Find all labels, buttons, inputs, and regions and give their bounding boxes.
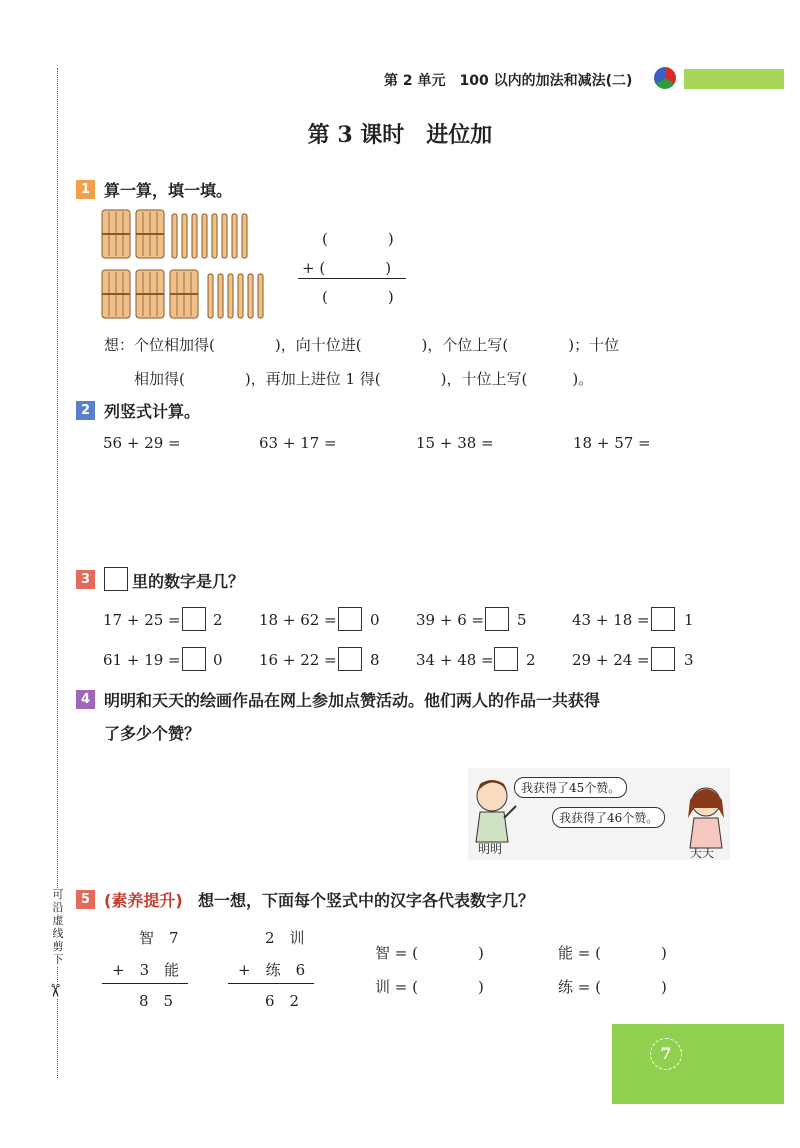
q5-v1-top: 智 7 <box>139 929 179 947</box>
q2-item-3: 15 + 38 = <box>416 434 494 452</box>
q5-v1-bot: 8 5 <box>139 992 174 1010</box>
q2-number: 2 <box>76 401 95 420</box>
q3-digit: 8 <box>370 651 380 669</box>
name-mingming: 明明 <box>478 842 503 856</box>
counting-sticks-illustration <box>100 208 278 320</box>
cut-hint: 可沿虚线剪下 <box>52 888 64 966</box>
q3-digit: 1 <box>684 611 694 629</box>
q3-digit: 5 <box>517 611 527 629</box>
q3-digit: 2 <box>213 611 223 629</box>
q4-number: 4 <box>76 690 95 709</box>
q1-think-line2: 相加得( )，再加上进位 1 得( )，十位上写( )。 <box>134 370 594 388</box>
q3-title-box <box>104 567 128 591</box>
header-green-bar <box>684 69 784 89</box>
q5-v1-line <box>102 983 188 984</box>
q2-item-1: 56 + 29 = <box>103 434 181 452</box>
unit-header: 第 2 单元 100 以内的加法和减法(二) <box>384 73 633 89</box>
q2-item-2: 63 + 17 = <box>259 434 337 452</box>
q3-answer-box[interactable] <box>338 647 362 671</box>
q3-answer-box[interactable] <box>494 647 518 671</box>
q3-eq-3: 39 + 6 = <box>416 611 485 629</box>
q4-illustration <box>468 768 730 860</box>
q1-vert-top: ( ) <box>322 230 394 248</box>
q3-answer-box[interactable] <box>182 607 206 631</box>
q3-text: 里的数字是几？ <box>132 572 245 591</box>
q3-answer-box[interactable] <box>485 607 509 631</box>
q4-text-line1: 明明和天天的绘画作品在网上参加点赞活动。他们两人的作品一共获得 <box>104 691 601 710</box>
q3-digit: 0 <box>370 611 380 629</box>
q3-answer-box[interactable] <box>651 607 675 631</box>
q2-text: 列竖式计算。 <box>104 402 201 421</box>
q3-digit: 2 <box>526 651 536 669</box>
q5-v2-mid: + 练 6 <box>238 961 306 979</box>
q5-v1-mid: + 3 能 <box>112 961 180 979</box>
page-number-block <box>612 1024 784 1104</box>
q3-eq-1: 17 + 25 = <box>103 611 181 629</box>
q3-number: 3 <box>76 570 95 589</box>
q3-answer-box[interactable] <box>182 647 206 671</box>
q5-answer-lian: 练 = ( ) <box>558 978 667 996</box>
bubble-mingming: 我获得了45个赞。 <box>514 777 627 798</box>
q5-v2-line <box>228 983 314 984</box>
q3-answer-box[interactable] <box>651 647 675 671</box>
q3-eq-4: 43 + 18 = <box>572 611 650 629</box>
q5-answer-xun: 训 = ( ) <box>375 978 484 996</box>
q3-digit: 3 <box>684 651 694 669</box>
scissors-icon: ✂ <box>44 982 66 999</box>
q3-eq-5: 61 + 19 = <box>103 651 181 669</box>
q3-eq-6: 16 + 22 = <box>259 651 337 669</box>
q5-answer-neng: 能 = ( ) <box>558 944 667 962</box>
q5-tag: (素养提升) <box>104 891 183 910</box>
q1-think-line1: 想：个位相加得( )，向十位进( )，个位上写( )；十位 <box>104 336 620 354</box>
color-ball-icon <box>654 67 676 89</box>
q5-answer-zhi: 智 = ( ) <box>375 944 484 962</box>
q2-item-4: 18 + 57 = <box>573 434 651 452</box>
q1-vert-bot: ( ) <box>322 288 394 306</box>
q3-eq-7: 34 + 48 = <box>416 651 494 669</box>
page-title: 第 3 课时 进位加 <box>307 122 493 148</box>
q3-answer-box[interactable] <box>338 607 362 631</box>
q5-v2-top: 2 训 <box>265 929 305 947</box>
q3-eq-2: 18 + 62 = <box>259 611 337 629</box>
q3-eq-8: 29 + 24 = <box>572 651 650 669</box>
q5-number: 5 <box>76 890 95 909</box>
q1-vert-mid: + ( ) <box>302 259 392 277</box>
q3-digit: 0 <box>213 651 223 669</box>
q5-v2-bot: 6 2 <box>265 992 300 1010</box>
q1-text: 算一算，填一填。 <box>104 181 233 200</box>
name-tiantian: 天天 <box>690 846 715 860</box>
q1-number: 1 <box>76 180 95 199</box>
q5-text: 想一想，下面每个竖式中的汉字各代表数字几？ <box>198 891 535 910</box>
q4-text-line2: 了多少个赞？ <box>104 724 201 743</box>
bubble-tiantian: 我获得了46个赞。 <box>552 807 665 828</box>
page-number: 7 <box>650 1038 682 1070</box>
q1-vert-line <box>298 278 406 279</box>
